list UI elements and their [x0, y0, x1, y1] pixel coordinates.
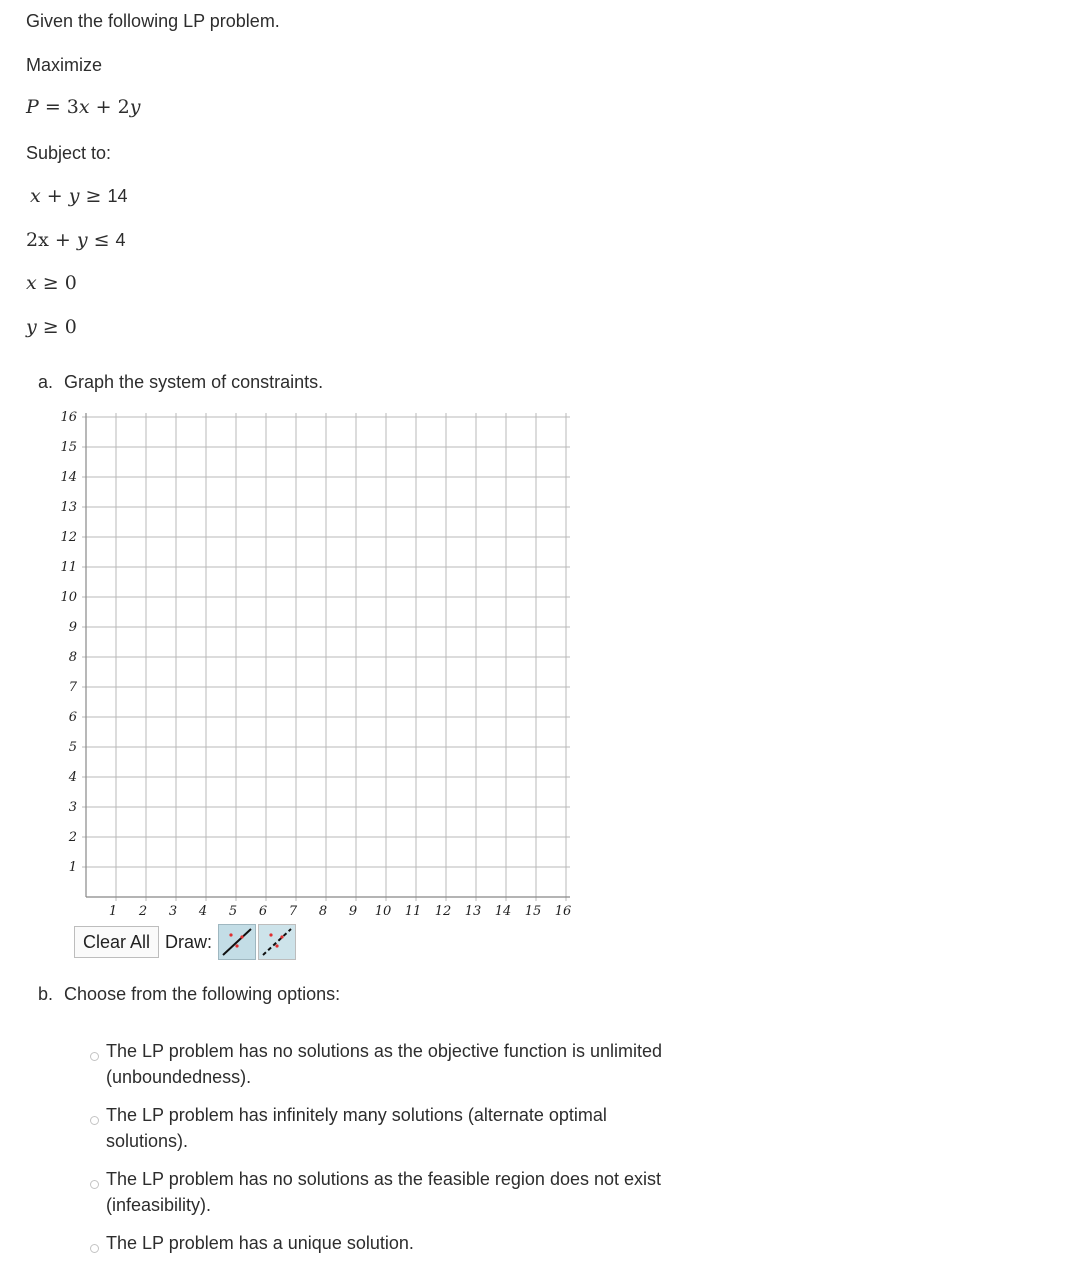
- constraint-2-rhs: 4: [115, 230, 126, 250]
- y-tick-label: 1: [68, 860, 77, 875]
- intro-text: Given the following LP problem.: [26, 11, 280, 31]
- x-tick-label: 15: [524, 904, 542, 919]
- option-2-line2: solutions).: [106, 1131, 189, 1151]
- constraint-1-rel: ≥: [79, 185, 108, 207]
- constraint-3-rhs: 0: [64, 272, 77, 294]
- option-3-line2: (infeasibility).: [106, 1195, 212, 1215]
- x-tick-label: 3: [168, 904, 178, 919]
- option-2-line1: The LP problem has infinitely many solutions (alternate optimal: [106, 1105, 607, 1125]
- option-1-line2: (unboundedness).: [106, 1067, 252, 1087]
- constraint-3-var: x: [26, 272, 37, 294]
- part-a-text: Graph the system of constraints.: [64, 372, 324, 392]
- part-a-label: a.: [38, 372, 54, 392]
- x-tick-label: 12: [434, 904, 452, 919]
- option-alternate-optimal[interactable]: [88, 1102, 748, 1154]
- constraint-1-x: x: [30, 185, 41, 207]
- radio-unique-solution[interactable]: [90, 1244, 99, 1253]
- option-1-line1: The LP problem has no solutions as the objective function is unlimited: [106, 1041, 662, 1061]
- draw-label: Draw:: [165, 931, 213, 952]
- y-tick-label: 2: [68, 830, 77, 845]
- option-unique-solution[interactable]: [88, 1230, 748, 1256]
- option-3-line1: The LP problem has no solutions as the feasible region does not exist: [106, 1169, 662, 1189]
- constraint-2-rel: ≤: [87, 229, 116, 251]
- constraint-4-rel: ≥: [36, 316, 65, 338]
- x-tick-label: 9: [348, 904, 358, 919]
- constraint-2-y: y: [76, 229, 88, 251]
- y-tick-label: 15: [60, 440, 77, 455]
- constraint-2: [26, 229, 126, 251]
- option-infeasibility[interactable]: [88, 1166, 748, 1218]
- constraint-1: [30, 185, 127, 207]
- constraint-1-rhs: 14: [107, 186, 128, 206]
- x-tick-label: 5: [228, 904, 238, 919]
- x-tick-label: 11: [404, 904, 422, 919]
- dashed-line-icon: [260, 926, 294, 958]
- x-tick-label: 13: [464, 904, 482, 919]
- objective-c2: 2: [117, 96, 130, 118]
- y-tick-label: 4: [68, 770, 77, 785]
- x-tick-label: 14: [494, 904, 512, 919]
- x-tick-label: 7: [288, 904, 298, 919]
- objective-v2: y: [129, 96, 141, 118]
- constraint-2-op: +: [48, 229, 77, 251]
- objective-plus: +: [89, 96, 118, 118]
- constraint-graph[interactable]: [50, 405, 590, 920]
- radio-infeasibility[interactable]: [90, 1180, 99, 1189]
- x-tick-label: 6: [258, 904, 268, 919]
- y-tick-label: 10: [60, 590, 77, 605]
- y-tick-label: 7: [68, 680, 77, 695]
- objective-c1: 3: [66, 96, 79, 118]
- x-tick-label: 1: [108, 904, 118, 919]
- objective-v1: x: [78, 96, 90, 118]
- subject-to-text: Subject to:: [26, 143, 112, 163]
- part-b-heading: [38, 983, 340, 1005]
- graph-canvas[interactable]: [50, 405, 590, 920]
- solid-line-icon: [220, 926, 254, 958]
- y-tick-label: 11: [60, 560, 77, 575]
- answer-options: [88, 1038, 748, 1268]
- constraint-3-rel: ≥: [36, 272, 65, 294]
- part-b-text: Choose from the following options:: [64, 984, 341, 1004]
- option-unboundedness[interactable]: [88, 1038, 748, 1090]
- y-tick-label: 8: [68, 650, 77, 665]
- option-4-line1: The LP problem has a unique solution.: [106, 1233, 414, 1253]
- objective-function: [26, 96, 140, 118]
- part-a-heading: [38, 371, 323, 393]
- x-tick-label: 2: [138, 904, 148, 919]
- objective-eq: =: [38, 96, 67, 118]
- radio-unboundedness[interactable]: [90, 1052, 99, 1061]
- x-tick-label: 16: [554, 904, 572, 919]
- constraint-4: [26, 316, 77, 338]
- y-tick-label: 9: [68, 620, 77, 635]
- constraint-1-op: +: [40, 185, 69, 207]
- constraint-2-2x: 2x: [26, 229, 49, 251]
- x-tick-label: 10: [374, 904, 392, 919]
- y-tick-label: 16: [60, 410, 77, 425]
- y-tick-label: 3: [68, 800, 77, 815]
- draw-dashed-line-button[interactable]: [258, 924, 296, 960]
- constraint-3: [26, 272, 77, 294]
- y-tick-label: 14: [60, 470, 77, 485]
- constraint-4-rhs: 0: [64, 316, 77, 338]
- part-b-label: b.: [38, 984, 54, 1004]
- x-tick-label: 8: [318, 904, 328, 919]
- goal-text: Maximize: [26, 55, 103, 75]
- x-tick-label: 4: [198, 904, 208, 919]
- objective-lhs: P: [26, 96, 39, 118]
- draw-solid-line-button[interactable]: [218, 924, 256, 960]
- y-tick-label: 5: [68, 740, 77, 755]
- constraint-4-var: y: [26, 316, 37, 338]
- constraint-1-y: y: [68, 185, 80, 207]
- clear-all-button[interactable]: Clear All: [74, 926, 159, 958]
- y-tick-label: 13: [60, 500, 77, 515]
- graph-toolbar: [74, 924, 296, 960]
- radio-alternate-optimal[interactable]: [90, 1116, 99, 1125]
- y-tick-label: 12: [60, 530, 77, 545]
- y-tick-label: 6: [68, 710, 77, 725]
